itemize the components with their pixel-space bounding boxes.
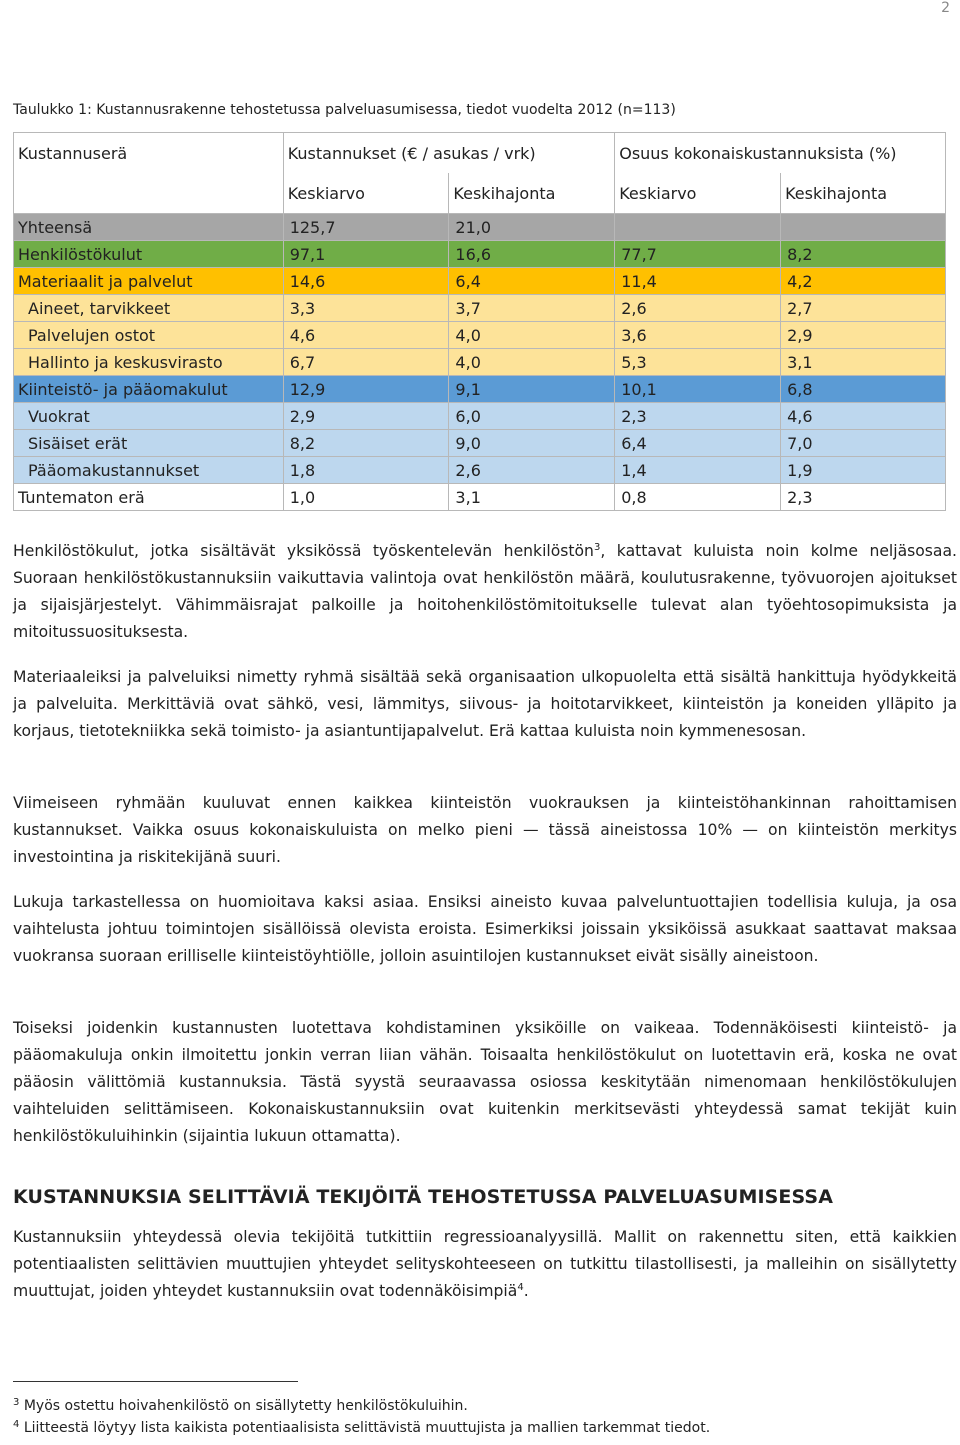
- value-cell: 1,8: [283, 457, 449, 484]
- value-cell: 3,3: [283, 295, 449, 322]
- value-cell: 9,0: [449, 430, 615, 457]
- footnote-text: Myös ostettu hoivahenkilöstö on sisällytetty henkilöstökuluihin.: [23, 1398, 468, 1414]
- value-cell: 10,1: [615, 376, 781, 403]
- paragraph-2: [13, 664, 957, 745]
- cost-structure-table: [13, 132, 946, 511]
- paragraph-text: Kustannuksiin yhteydessä olevia tekijöitä tutkittiin regressioanalyysillä. Mallit on rakennettu siten, että kaikkien potentiaalisten selittävien muuttujien yhteydet selityskohteeseen on tutkittu tilastollisesti, ja malleihin on sisällytetty muuttujat, joiden yhteydet kustannuksiin ovat todennäköisimpiä: [13, 1228, 957, 1300]
- paragraph-text: Henkilöstökulut, jotka sisältävät yksikössä työskentelevän henkilöstön: [13, 542, 594, 560]
- paragraph-text: .: [523, 1282, 529, 1300]
- paragraph-text: Lukuja tarkastellessa on huomioitava kaksi asiaa. Ensiksi aineisto kuvaa palveluntuottajien todellisia kuluja, ja osa vaihtelusta johtuu toimintojen sisällöissä olevista eroista. Esimerkiksi joissain yksiköissä asukkaat saattavat maksaa vuokransa suoraan erilliselle kiinteistöyhtiölle, jolloin asuintilojen kustannukset eivät sisälly aineistoon.: [13, 893, 957, 965]
- row-label: Vuokrat: [14, 403, 284, 430]
- value-cell: 2,9: [283, 403, 449, 430]
- table-caption: Taulukko 1: Kustannusrakenne tehostetussa palveluasumisessa, tiedot vuodelta 2012 (n=113): [13, 102, 676, 118]
- value-cell: 2,3: [781, 484, 946, 511]
- table-row: [14, 214, 946, 241]
- row-label: Aineet, tarvikkeet: [14, 295, 284, 322]
- value-cell: 2,9: [781, 322, 946, 349]
- value-cell: 6,0: [449, 403, 615, 430]
- footnote-number: 4: [13, 1419, 20, 1430]
- table-row: [14, 268, 946, 295]
- value-cell: 8,2: [283, 430, 449, 457]
- table-row: [14, 403, 946, 430]
- value-cell: 2,3: [615, 403, 781, 430]
- footnote-text: Liitteestä löytyy lista kaikista potentiaalisista selittävistä muuttujista ja mallien tarkemmat tiedot.: [23, 1420, 711, 1436]
- row-label: Palvelujen ostot: [14, 322, 284, 349]
- footnote-ref: 4: [517, 1281, 524, 1293]
- row-label: Henkilöstökulut: [14, 241, 284, 268]
- value-cell: 77,7: [615, 241, 781, 268]
- subheader-mean: Keskiarvo: [615, 173, 781, 214]
- value-cell: 1,4: [615, 457, 781, 484]
- paragraph-1: [13, 538, 957, 646]
- row-label: Yhteensä: [14, 214, 284, 241]
- value-cell: 6,7: [283, 349, 449, 376]
- value-cell: 4,2: [781, 268, 946, 295]
- paragraph-3: [13, 790, 957, 871]
- table-row: [14, 376, 946, 403]
- value-cell: 16,6: [449, 241, 615, 268]
- value-cell: 0,8: [615, 484, 781, 511]
- value-cell: 11,4: [615, 268, 781, 295]
- value-cell: 2,6: [615, 295, 781, 322]
- subheader-std: Keskihajonta: [781, 173, 946, 214]
- value-cell: 1,9: [781, 457, 946, 484]
- page-number: 2: [941, 0, 950, 16]
- row-label: Tuntematon erä: [14, 484, 284, 511]
- value-cell: 2,7: [781, 295, 946, 322]
- value-cell: 3,1: [449, 484, 615, 511]
- value-cell: 4,0: [449, 322, 615, 349]
- value-cell: 4,6: [283, 322, 449, 349]
- paragraph-4: [13, 889, 957, 970]
- paragraph-text: , kattavat kuluista noin kolme neljäsosaa. Suoraan henkilöstökustannuksiin vaikuttavia valintoja ovat henkilöstön määrä, koulutusrakenne, työvuorojen ajoitukset ja sijaisjärjestelyt. Vähimmäisrajat palkoille ja hoitohenkilöstömitoitukselle tulevat alan työehtosopimuksista ja mitoitussuosituksesta.: [13, 542, 957, 641]
- subheader-std: Keskihajonta: [449, 173, 615, 214]
- header-empty-cell: [14, 173, 284, 214]
- section-heading: KUSTANNUKSIA SELITTÄVIÄ TEKIJÖITÄ TEHOSTETUSSA PALVELUASUMISESSA: [13, 1186, 834, 1208]
- footnote-3: [13, 1398, 468, 1414]
- value-cell: 12,9: [283, 376, 449, 403]
- row-label: Sisäiset erät: [14, 430, 284, 457]
- value-cell: [615, 214, 781, 241]
- paragraph-text: Viimeiseen ryhmään kuuluvat ennen kaikkea kiinteistön vuokrauksen ja kiinteistöhankinnan rahoittamisen kustannukset. Vaikka osuus kokonaiskuluista on melko pieni — tässä aineistossa 10% — on kiinteistön merkitys investointina ja riskitekijänä suuri.: [13, 794, 957, 866]
- value-cell: [781, 214, 946, 241]
- value-cell: 4,6: [781, 403, 946, 430]
- table-row: [14, 241, 946, 268]
- header-cost-item: Kustannuserä: [14, 133, 284, 174]
- table-row: [14, 457, 946, 484]
- table-row: [14, 430, 946, 457]
- paragraph-6: [13, 1224, 957, 1305]
- table-header-row: [14, 133, 946, 174]
- footnote-4: [13, 1420, 710, 1436]
- value-cell: 7,0: [781, 430, 946, 457]
- table-row: [14, 295, 946, 322]
- value-cell: 3,1: [781, 349, 946, 376]
- value-cell: 3,7: [449, 295, 615, 322]
- value-cell: 8,2: [781, 241, 946, 268]
- footnote-ref: 3: [593, 541, 601, 553]
- value-cell: 9,1: [449, 376, 615, 403]
- paragraph-5: [13, 1015, 957, 1150]
- table-subheader-row: [14, 173, 946, 214]
- row-label: Materiaalit ja palvelut: [14, 268, 284, 295]
- value-cell: 2,6: [449, 457, 615, 484]
- row-label: Hallinto ja keskusvirasto: [14, 349, 284, 376]
- row-label: Kiinteistö- ja pääomakulut: [14, 376, 284, 403]
- value-cell: 6,4: [615, 430, 781, 457]
- table-row: [14, 484, 946, 511]
- value-cell: 6,4: [449, 268, 615, 295]
- value-cell: 5,3: [615, 349, 781, 376]
- paragraph-text: Toiseksi joidenkin kustannusten luotettava kohdistaminen yksiköille on vaikeaa. Todennäköisesti kiinteistö- ja pääomakuluja onkin ilmoitettu jonkin verran liian vähän. Toisaalta henkilöstökulut on luotettavin erä, koska ne ovat pääosin välittömiä kustannuksia. Tästä syystä seuraavassa osiossa keskitytään nimenomaan henkilöstökulujen vaihteluiden selittämiseen. Kokonaiskustannuksiin ovat kuitenkin merkitsevästi yhteydessä samat tekijät kuin henkilöstökuluihinkin (sijaintia lukuun ottamatta).: [13, 1019, 957, 1145]
- table-row: [14, 322, 946, 349]
- value-cell: 4,0: [449, 349, 615, 376]
- value-cell: 1,0: [283, 484, 449, 511]
- row-label: Pääomakustannukset: [14, 457, 284, 484]
- value-cell: 6,8: [781, 376, 946, 403]
- subheader-mean: Keskiarvo: [283, 173, 449, 214]
- value-cell: 21,0: [449, 214, 615, 241]
- header-share-group: Osuus kokonaiskustannuksista (%): [615, 133, 946, 174]
- table-row: [14, 349, 946, 376]
- value-cell: 14,6: [283, 268, 449, 295]
- value-cell: 3,6: [615, 322, 781, 349]
- footnote-number: 3: [13, 1397, 20, 1408]
- value-cell: 125,7: [283, 214, 449, 241]
- header-costs-group: Kustannukset (€ / asukas / vrk): [283, 133, 615, 174]
- value-cell: 97,1: [283, 241, 449, 268]
- paragraph-text: Materiaaleiksi ja palveluiksi nimetty ryhmä sisältää sekä organisaation ulkopuolelta että sisältä hankittuja hyödykkeitä ja palveluita. Merkittäviä ovat sähkö, vesi, lämmitys, siivous- ja hoitotarvikkeet, kiinteistön ja koneiden ylläpito ja korjaus, tietotekniikka sekä toimisto- ja asiantuntijapalvelut. Erä kattaa kuluista noin kymmenesosan.: [13, 668, 957, 740]
- footnote-divider: [13, 1381, 298, 1382]
